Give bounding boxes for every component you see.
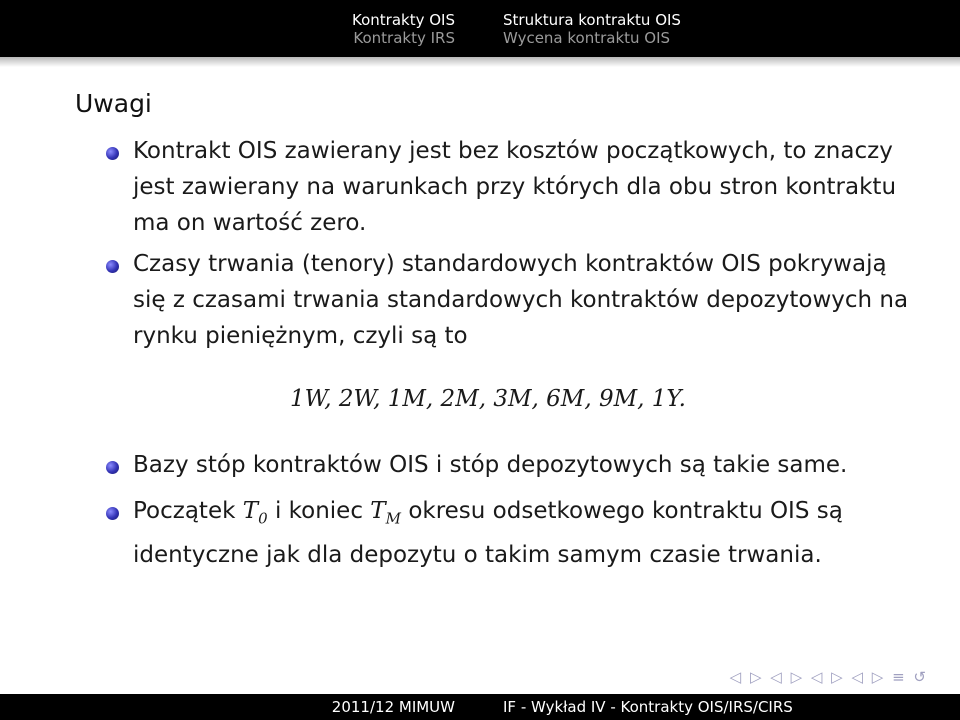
bullet-icon (106, 147, 119, 160)
navigation-symbols[interactable]: ◁ ▷ ◁ ▷ ◁ ▷ ◁ ▷ ≡ ↺ (729, 668, 928, 686)
frame-title: Uwagi (75, 89, 152, 118)
header-shadow (0, 57, 960, 67)
list-item (133, 493, 913, 573)
section-other[interactable]: Kontrakty IRS (353, 29, 455, 47)
bullet-icon (106, 507, 119, 520)
list-item: Kontrakt OIS zawierany jest bez kosztów początkowych, to znaczy jest zawierany na warunkach przy których dla obu stron kontraktu ma on wartość zero. (133, 138, 897, 236)
subsection-other[interactable]: Wycena kontraktu OIS (503, 29, 671, 47)
bullet-icon (106, 461, 119, 474)
subsection-active[interactable]: Struktura kontraktu OIS (503, 11, 681, 29)
item-text: okresu odsetkowego kontraktu OIS są identyczne jak dla depozytu o takim samym czasie trwania. (133, 498, 843, 568)
section-active[interactable]: Kontrakty OIS (352, 11, 455, 29)
tenor-formula: 1W, 2W, 1M, 2M, 3M, 6M, 9M, 1Y. (290, 386, 686, 412)
item-text: i koniec (274, 498, 363, 524)
header-bar (0, 0, 960, 57)
list-item: Bazy stóp kontraktów OIS i stóp depozytowych są takie same. (133, 452, 848, 478)
footer-bar (0, 694, 960, 720)
t0-symbol: $T_0$ (242, 498, 268, 528)
footer-right: IF - Wykład IV - Kontrakty OIS/IRS/CIRS (503, 698, 793, 716)
item-text: Początek (133, 498, 236, 524)
tm-symbol: $T_M$ (370, 498, 401, 528)
bullet-icon (106, 260, 119, 273)
footer-left: 2011/12 MIMUW (331, 698, 455, 716)
list-item: Czasy trwania (tenory) standardowych kontraktów OIS pokrywają się z czasami trwania standardowych kontraktów depozytowych na rynku pieniężnym, czyli są to (133, 251, 909, 349)
